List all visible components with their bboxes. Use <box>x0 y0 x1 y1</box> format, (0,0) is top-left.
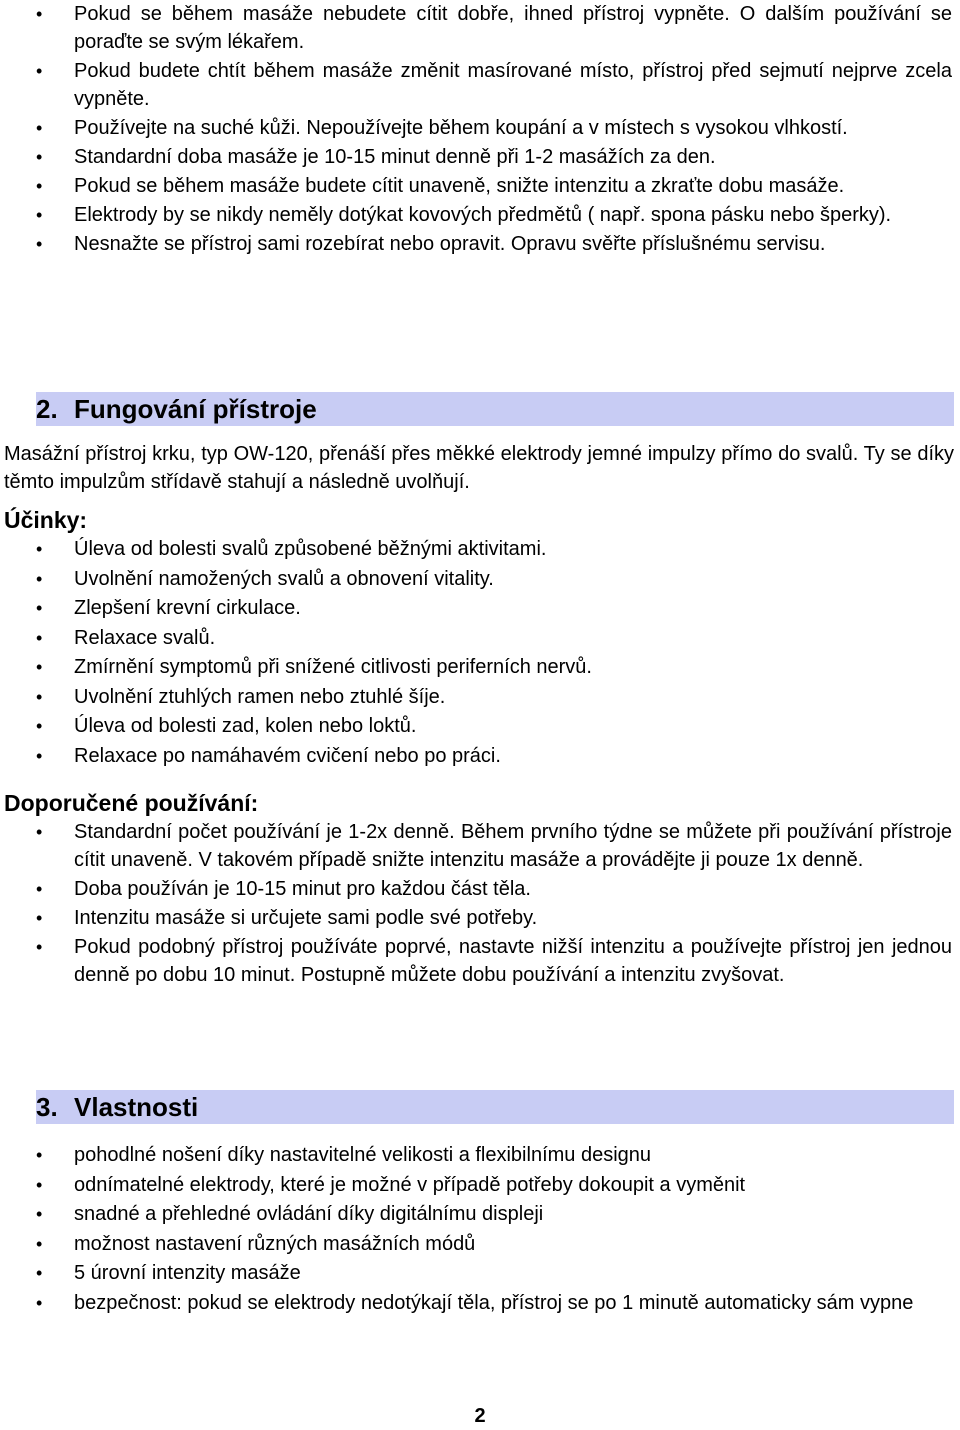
page-number: 2 <box>474 1405 486 1427</box>
warnings-list <box>0 0 960 259</box>
section-title: Fungování přístroje <box>74 394 317 424</box>
section-number: 3. <box>36 1092 58 1122</box>
usage-heading: Doporučené používání: <box>4 790 259 816</box>
list-item: • Uvolnění ztuhlých ramen nebo ztuhlé šíje. <box>0 683 960 711</box>
list-item: • Standardní doba masáže je 10-15 minut denně při 1-2 masážích za den. <box>0 143 960 171</box>
list-item: • snadné a přehledné ovládání díky digitálnímu displeji <box>0 1200 960 1228</box>
list-item: • Standardní počet používání je 1-2x denně. Během prvního týdne se můžete při používání přístroje cítit unaveně. V takovém případě snižte intenzitu masáže a provádějte ji pouze 1x denně. <box>0 818 960 874</box>
list-item: • pohodlné nošení díky nastavitelné velikosti a flexibilnímu designu <box>0 1141 960 1169</box>
list-item: • Uvolnění namožených svalů a obnovení vitality. <box>0 565 960 593</box>
effects-list <box>0 535 960 771</box>
list-item: • Používejte na suché kůži. Nepoužívejte během koupání a v místech s vysokou vlhkostí. <box>0 114 960 142</box>
list-item: • Relaxace svalů. <box>0 624 960 652</box>
list-item: • Úleva od bolesti svalů způsobené běžnými aktivitami. <box>0 535 960 563</box>
list-item: • odnímatelné elektrody, které je možné v případě potřeby dokoupit a vyměnit <box>0 1171 960 1199</box>
list-item: • Zlepšení krevní cirkulace. <box>0 594 960 622</box>
list-item: • Pokud se během masáže budete cítit unaveně, snižte intenzitu a zkraťte dobu masáže. <box>0 172 960 200</box>
list-item: • bezpečnost: pokud se elektrody nedotýkají těla, přístroj se po 1 minutě automaticky sám vypne <box>0 1289 960 1317</box>
list-item: • Nesnažte se přístroj sami rozebírat nebo opravit. Opravu svěřte příslušnému servisu. <box>0 230 960 258</box>
section-2-paragraph: Masážní přístroj krku, typ OW-120, přenáší přes měkké elektrody jemné impulzy přímo do svalů. Ty se díky těmto impulzům střídavě stahují a následně uvolňují. <box>4 443 954 493</box>
section-number: 2. <box>36 394 58 424</box>
list-item: • Pokud budete chtít během masáže změnit masírované místo, přístroj před sejmutí nejprve zcela vypněte. <box>0 57 960 113</box>
list-item: • Úleva od bolesti zad, kolen nebo loktů. <box>0 712 960 740</box>
section-3-heading <box>36 1090 954 1124</box>
list-item: • 5 úrovní intenzity masáže <box>0 1259 960 1287</box>
section-2-heading <box>36 392 954 426</box>
list-item: • Elektrody by se nikdy neměly dotýkat kovových předmětů ( např. spona pásku nebo šperky). <box>0 201 960 229</box>
section-title: Vlastnosti <box>74 1092 199 1122</box>
list-item: • možnost nastavení různých masážních módů <box>0 1230 960 1258</box>
list-item: • Doba používán je 10-15 minut pro každou část těla. <box>0 875 960 903</box>
list-item: • Pokud podobný přístroj používáte poprvé, nastavte nižší intenzitu a používejte přístroj jen jednou denně po dobu 10 minut. Postupně můžete dobu používání a intenzitu zvyšovat. <box>0 933 960 989</box>
list-item: • Intenzitu masáže si určujete sami podle své potřeby. <box>0 904 960 932</box>
list-item: • Pokud se během masáže nebudete cítit dobře, ihned přístroj vypněte. O dalším používání se poraďte se svým lékařem. <box>0 0 960 56</box>
list-item: • Relaxace po namáhavém cvičení nebo po práci. <box>0 742 960 770</box>
list-item: • Zmírnění symptomů při snížené citlivosti periferních nervů. <box>0 653 960 681</box>
effects-heading: Účinky: <box>4 507 88 533</box>
usage-list <box>0 818 960 990</box>
features-list <box>0 1141 960 1318</box>
